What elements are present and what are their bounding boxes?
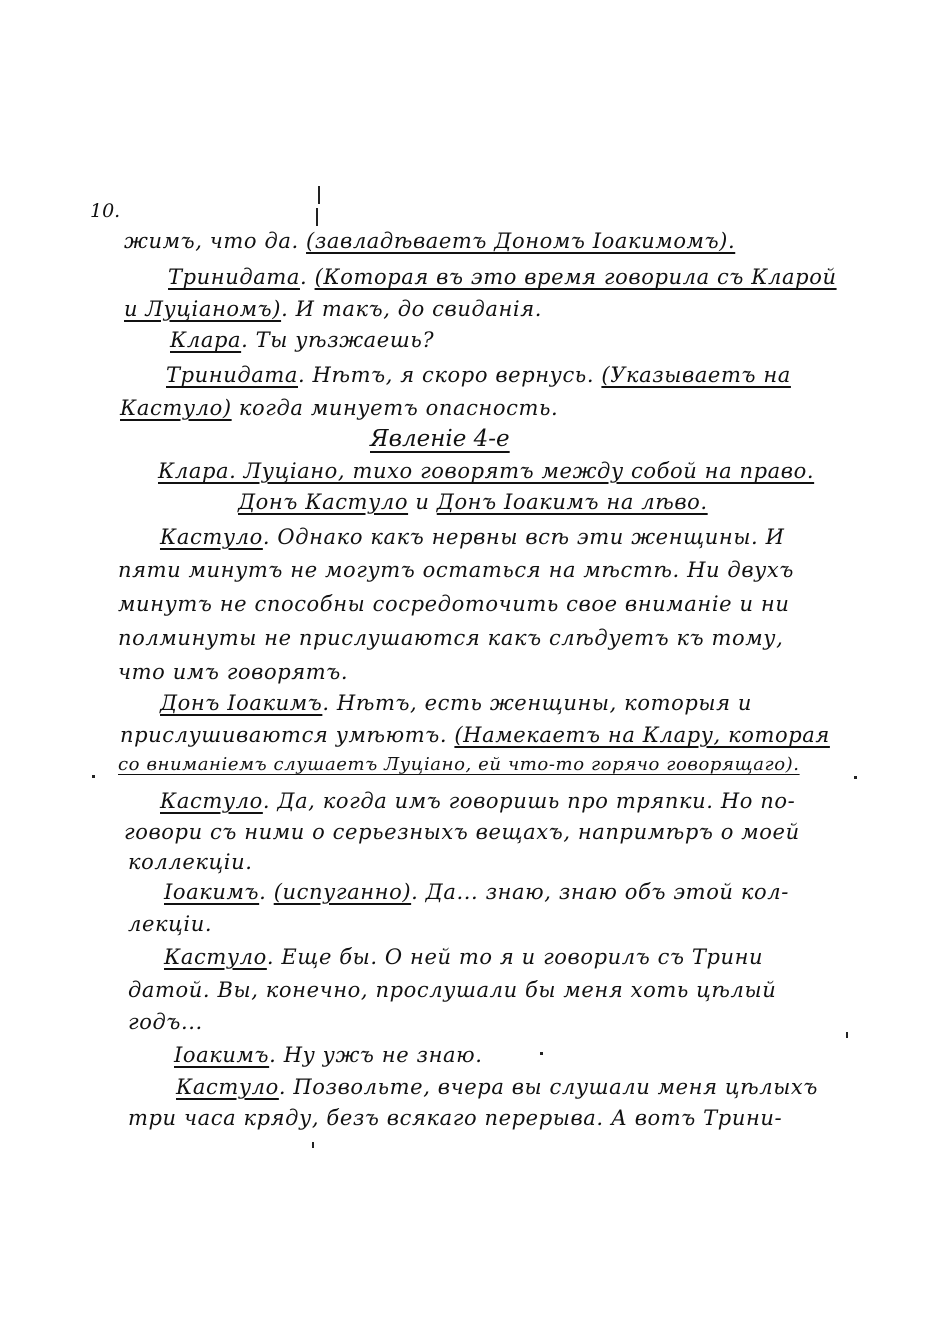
stray-dot <box>854 776 857 779</box>
underlined-text: Іоакимъ <box>174 1043 270 1067</box>
underlined-text: (завладѣваетъ Дономъ Іоакимомъ). <box>306 229 736 253</box>
underlined-text: Донъ Іоакимъ на лѣво. <box>436 490 708 514</box>
text-segment: коллекціи. <box>128 850 253 874</box>
text-segment: . Еще бы. О ней то я и говорилъ съ Трини <box>266 945 764 969</box>
text-segment: . Ты уѣзжаешь? <box>241 328 435 352</box>
text-line <box>170 328 434 352</box>
text-segment: . И такъ, до свиданія. <box>281 297 543 321</box>
underlined-text: Кастуло) <box>120 396 232 420</box>
text-line <box>238 490 708 514</box>
text-line <box>124 229 735 253</box>
underlined-text: (Указываетъ на <box>601 363 791 387</box>
text-segment: полминуты не прислушаются какъ слѣдуетъ къ тому, <box>118 626 784 650</box>
underlined-text: Тринидата <box>168 265 300 289</box>
text-segment: датой. Вы, конечно, прослушали бы меня хоть цѣлый <box>128 978 777 1002</box>
underlined-text: и Луціаномъ) <box>124 297 282 321</box>
text-segment: что имъ говорятъ. <box>118 660 349 684</box>
text-segment: . <box>300 265 315 289</box>
text-line <box>158 459 814 483</box>
page-number: 10. <box>90 200 121 222</box>
underlined-text: Клара <box>170 328 242 352</box>
text-segment: и <box>408 490 437 514</box>
text-line <box>118 626 783 650</box>
text-segment: . Позвольте, вчера вы слушали меня цѣлыхъ <box>278 1075 818 1099</box>
underlined-text: Клара. Луціано, тихо говорятъ между собой на право. <box>158 459 815 483</box>
text-line <box>118 592 789 616</box>
underlined-text: (испуганно) <box>273 880 412 904</box>
text-segment: годъ... <box>128 1010 203 1034</box>
scene-heading: Явленіе 4-е <box>370 426 510 452</box>
text-line <box>128 1106 782 1130</box>
underlined-text: Кастуло <box>164 945 267 969</box>
underlined-text: Кастуло <box>176 1075 279 1099</box>
text-segment: . Однако какъ нервны всѣ эти женщины. И <box>262 525 785 549</box>
underlined-text: (Намекаетъ на Клару, которая <box>454 723 830 747</box>
text-line <box>168 265 837 289</box>
text-line <box>128 978 776 1002</box>
text-segment: минутъ не способны сосредоточить свое вниманіе и ни <box>118 592 790 616</box>
text-line <box>176 1075 818 1099</box>
text-line <box>128 1010 203 1034</box>
underlined-text: Кастуло <box>160 525 263 549</box>
underlined-text: Кастуло <box>160 789 263 813</box>
text-line <box>118 558 794 582</box>
text-line <box>128 850 252 874</box>
pen-mark <box>316 208 318 226</box>
text-line <box>174 1043 483 1067</box>
text-segment: лекціи. <box>128 912 213 936</box>
underlined-text: Іоакимъ <box>164 880 260 904</box>
text-line <box>160 789 795 813</box>
text-segment: . Да, когда имъ говоришь про тряпки. Но по- <box>262 789 796 813</box>
text-segment: . Нѣтъ, есть женщины, которыя и <box>322 691 752 715</box>
text-segment: говори съ ними о серьезныхъ вещахъ, напримѣръ о моей <box>124 820 800 844</box>
text-segment: . Нѣтъ, я скоро вернусь. <box>298 363 602 387</box>
stray-dot <box>540 1052 543 1055</box>
text-segment: когда минуетъ опасность. <box>231 396 559 420</box>
underlined-text: (Которая въ это время говорила съ Кларой <box>314 265 837 289</box>
text-line <box>124 297 542 321</box>
underlined-text: Тринидата <box>166 363 298 387</box>
stray-dot <box>92 775 95 778</box>
text-segment: пяти минутъ не могутъ остаться на мѣстѣ. Ни двухъ <box>118 558 794 582</box>
text-line <box>164 945 763 969</box>
underlined-text: со вниманіемъ слушаетъ Луціано, ей что-то горячо говорящаго). <box>118 754 800 775</box>
text-segment: . <box>259 880 274 904</box>
text-line <box>128 912 212 936</box>
text-line <box>160 691 752 715</box>
text-line <box>160 525 784 549</box>
text-segment: . Ну ужъ не знаю. <box>269 1043 483 1067</box>
stray-dot <box>846 1032 848 1038</box>
pen-mark <box>318 186 320 204</box>
underlined-text: Донъ Кастуло <box>238 490 409 514</box>
underlined-text: Донъ Іоакимъ <box>160 691 323 715</box>
text-segment: три часа кряду, безъ всякаго перерыва. А вотъ Трини- <box>128 1106 783 1130</box>
text-line <box>124 820 800 844</box>
text-segment: прислушиваются умѣютъ. <box>120 723 455 747</box>
text-segment: . Да... знаю, знаю объ этой кол- <box>411 880 789 904</box>
text-line <box>118 660 348 684</box>
text-line <box>118 754 800 775</box>
stray-dot <box>312 1142 314 1148</box>
text-line <box>166 363 791 387</box>
text-line <box>120 396 558 420</box>
text-line <box>164 880 789 904</box>
text-segment: жимъ, что да. <box>124 229 307 253</box>
text-line <box>120 723 830 747</box>
